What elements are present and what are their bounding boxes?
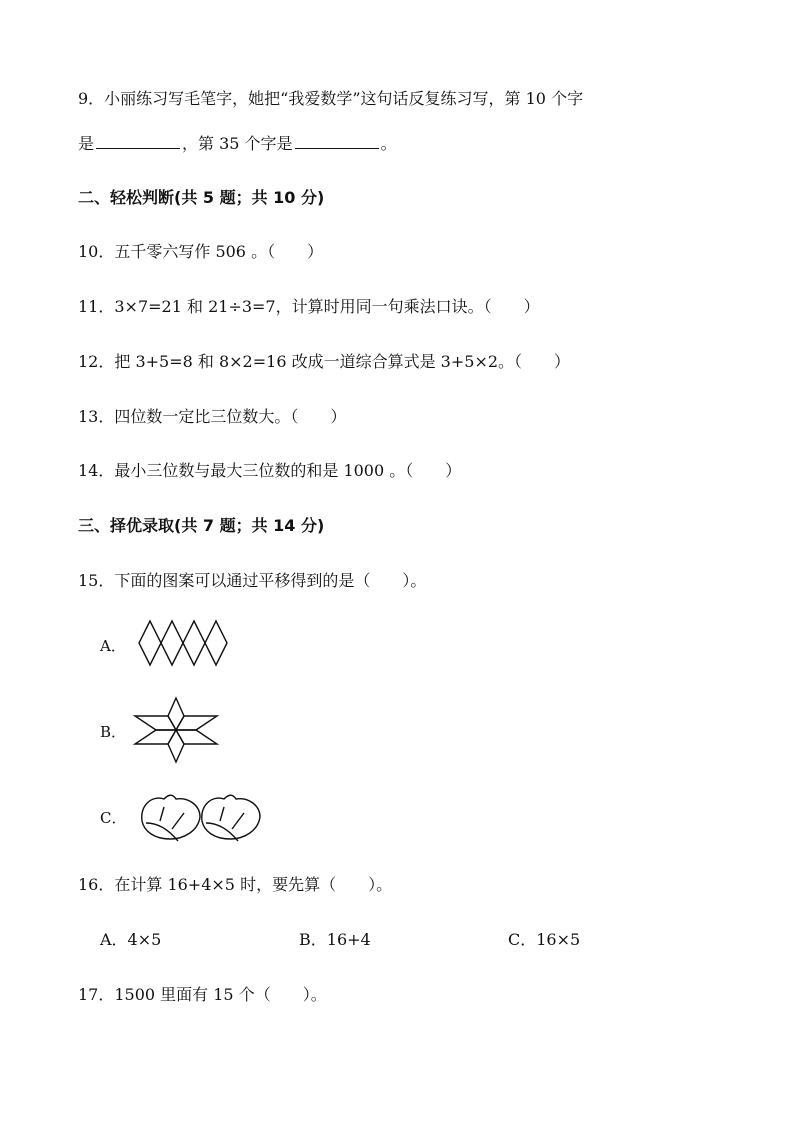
question-10: 10．五千零六写作 506 。（ ） [78, 242, 324, 261]
section-3-heading: 三、择优录取(共 7 题；共 14 分) [78, 516, 325, 535]
answer-blank-2[interactable] [295, 136, 379, 149]
section-2-heading: 二、轻松判断(共 5 题；共 10 分) [78, 188, 325, 207]
question-9-line-2 [78, 131, 397, 154]
question-15-stem: 15．下面的图案可以通过平移得到的是（ ）。 [78, 571, 427, 590]
q9-text-b: ，第 35 个字是 [182, 134, 293, 153]
answer-blank-1[interactable] [96, 136, 180, 149]
q9-text-c: 。 [380, 134, 397, 153]
star-figure [134, 697, 218, 763]
question-13: 13．四位数一定比三位数大。（ ） [78, 407, 347, 426]
question-12: 12．把 3+5=8 和 8×2=16 改成一道综合算式是 3+5×2。（ ） [78, 352, 571, 371]
q16-option-b[interactable]: B．16+4 [299, 930, 371, 949]
leaf-pair-figure [138, 791, 268, 843]
option-c-label[interactable]: C． [100, 809, 127, 827]
question-14: 14．最小三位数与最大三位数的和是 1000 。（ ） [78, 461, 462, 480]
q9-text-a: 是 [78, 134, 95, 153]
diamond-row-figure [138, 619, 238, 669]
question-17-stem: 17．1500 里面有 15 个（ ）。 [78, 985, 327, 1004]
q16-option-c[interactable]: C．16×5 [508, 930, 581, 949]
q16-option-a[interactable]: A．4×5 [100, 930, 162, 949]
option-b-label[interactable]: B． [100, 723, 127, 741]
question-11: 11．3×7=21 和 21÷3=7，计算时用同一句乘法口诀。（ ） [78, 297, 540, 316]
question-16-stem: 16．在计算 16+4×5 时，要先算（ ）。 [78, 875, 393, 894]
question-9-line-1: 9．小丽练习写毛笔字，她把“我爱数学”这句话反复练习写，第 10 个字 [78, 89, 584, 108]
option-a-label[interactable]: A． [100, 637, 126, 655]
